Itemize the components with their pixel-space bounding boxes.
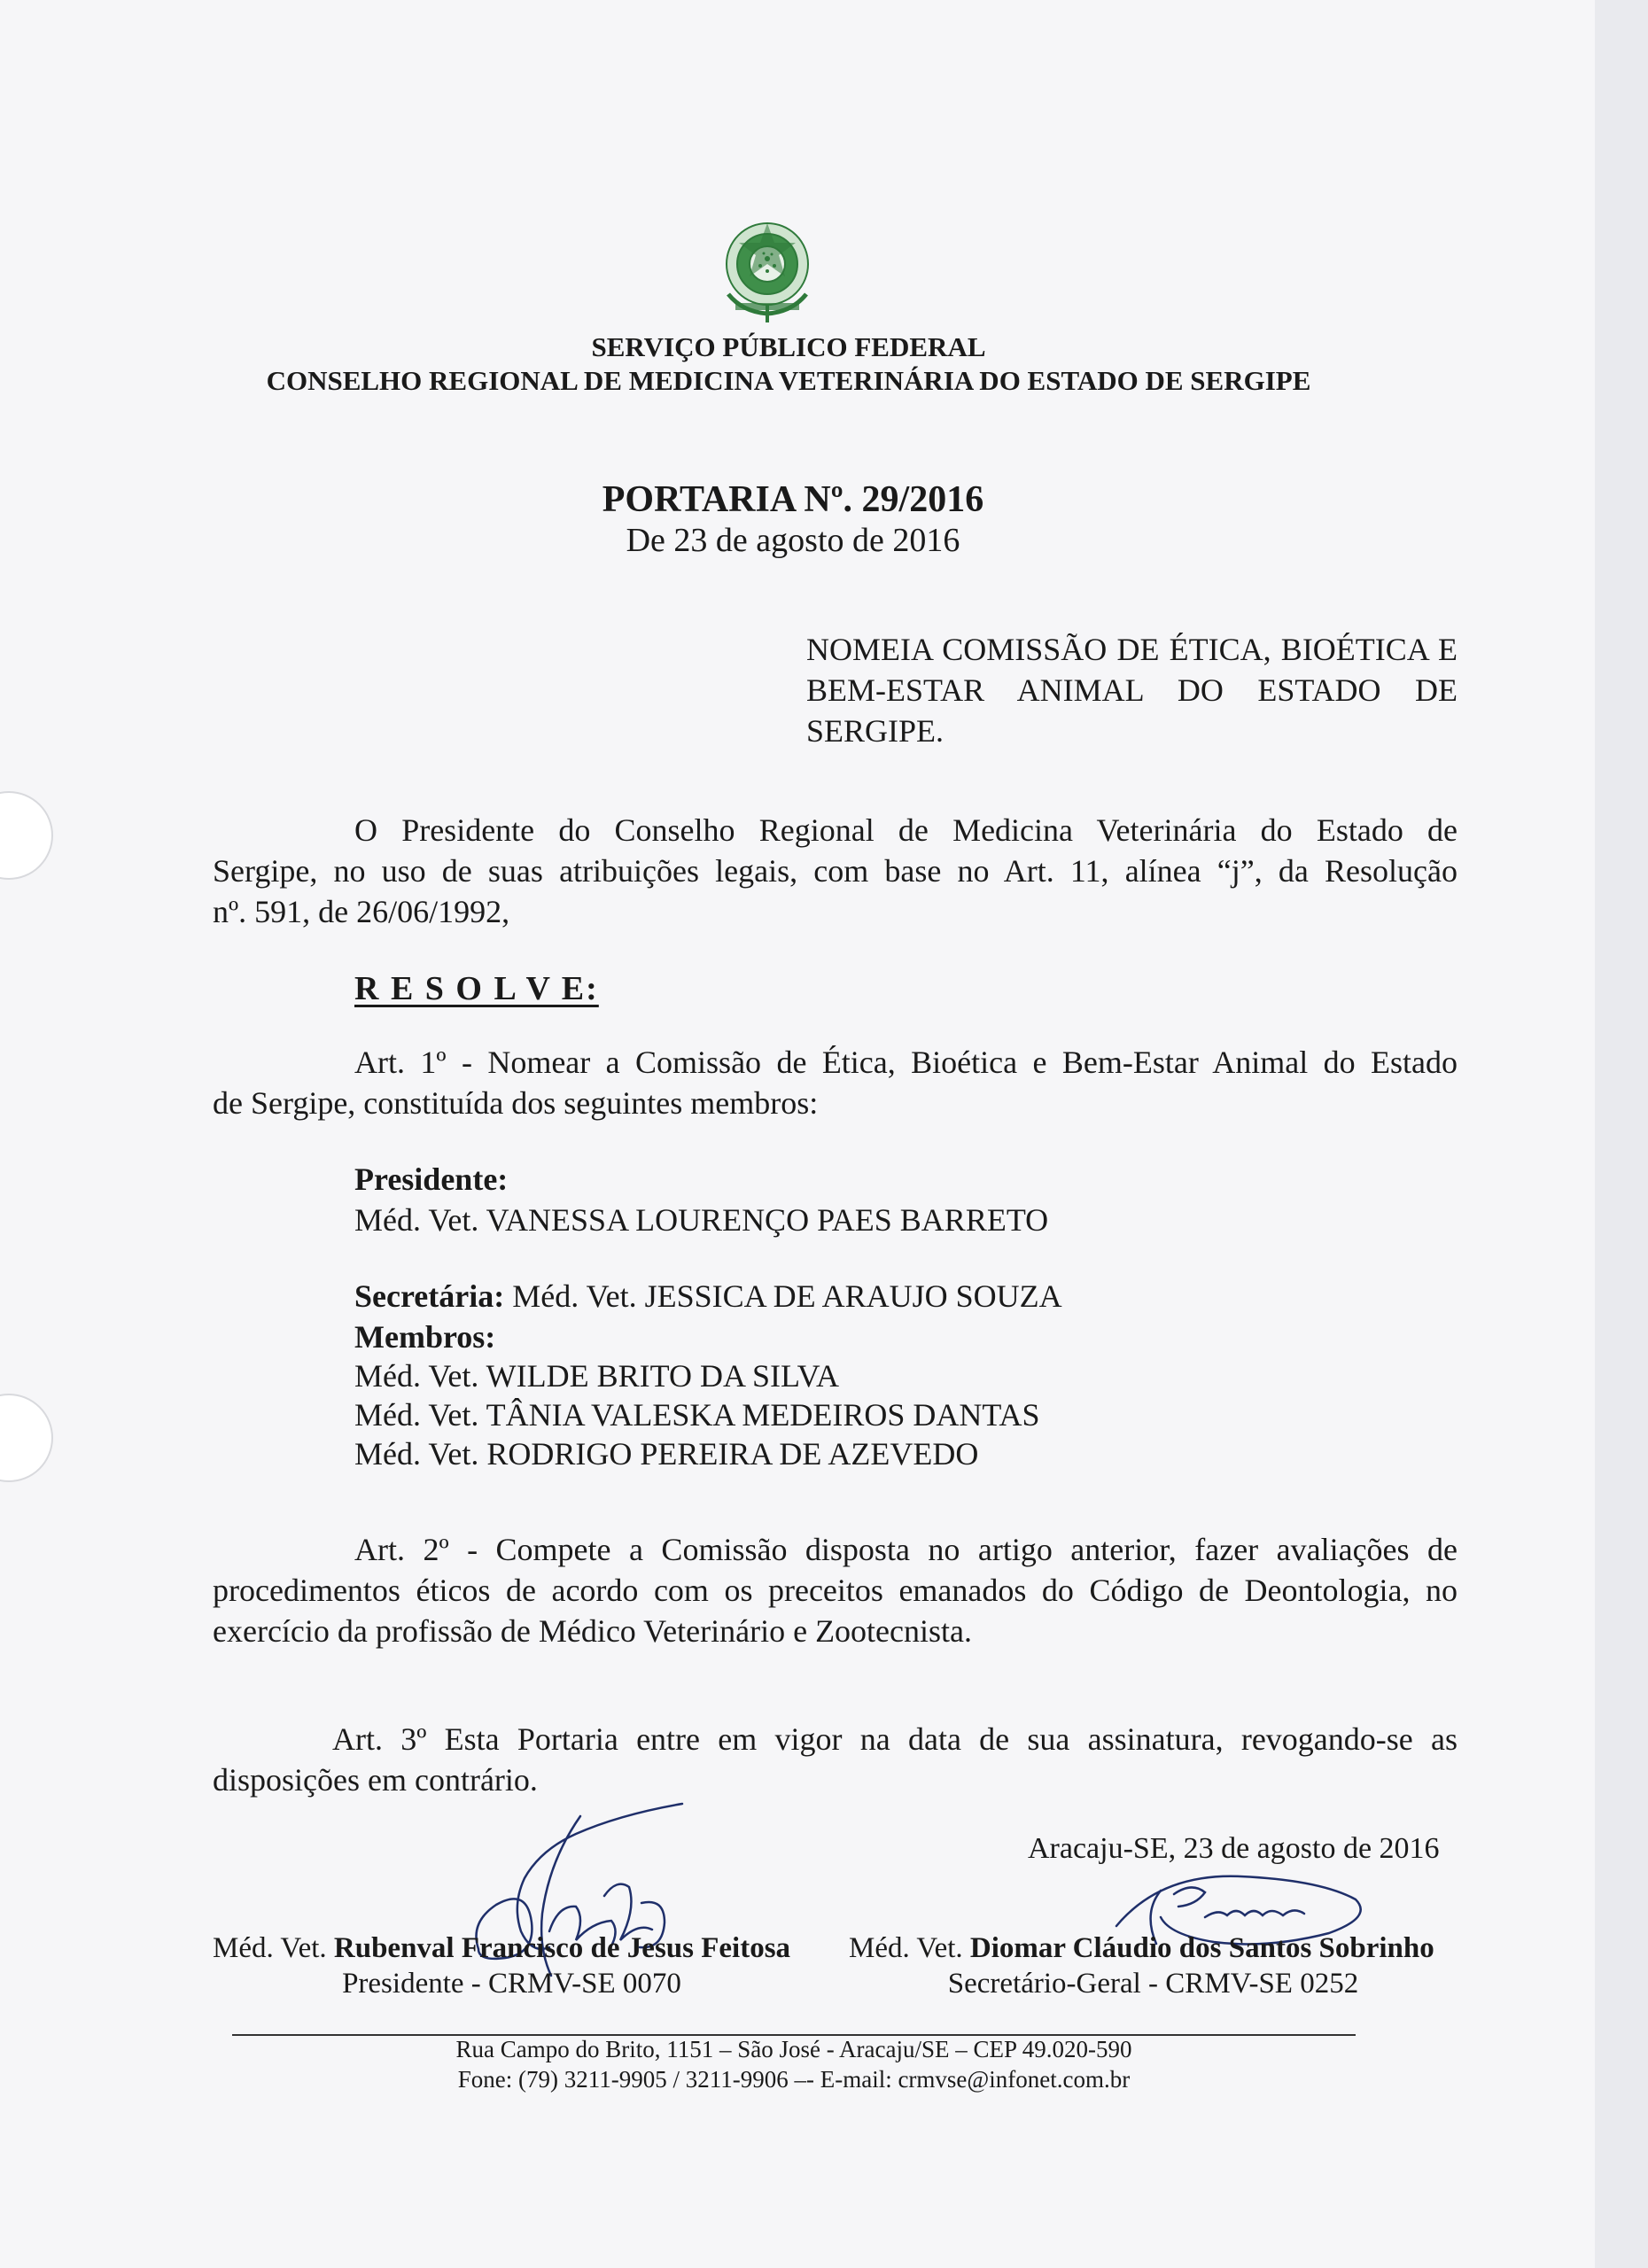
ementa-line: NOMEIA COMISSÃO DE ÉTICA, BIOÉTICA E bbox=[806, 632, 1458, 667]
punch-hole-bottom bbox=[0, 1394, 53, 1482]
scan-right-margin bbox=[1595, 0, 1648, 2268]
member-name: Méd. Vet. WILDE BRITO DA SILVA bbox=[354, 1358, 840, 1394]
article-3-line: Art. 3º Esta Portaria entre em vigor na data de sua assinatura, revogando-se as bbox=[332, 1721, 1458, 1757]
preamble-line: Sergipe, no uso de suas atribuições legais, com base no Art. 11, alínea “j”, da Resolução bbox=[213, 853, 1458, 889]
secretary-row bbox=[354, 1276, 1062, 1317]
secretary-name: Méd. Vet. JESSICA DE ARAUJO SOUZA bbox=[504, 1278, 1062, 1314]
signatory-right-name: Diomar Cláudio dos Santos Sobrinho bbox=[969, 1932, 1434, 1964]
signatory-left-prefix: Méd. Vet. bbox=[213, 1932, 334, 1964]
ementa-line: SERGIPE. bbox=[806, 713, 944, 749]
preamble-line: O Presidente do Conselho Regional de Medicina Veterinária do Estado de bbox=[354, 812, 1458, 848]
signatory-right-name-row bbox=[849, 1930, 1434, 1967]
place-date: Aracaju-SE, 23 de agosto de 2016 bbox=[1028, 1832, 1440, 1865]
article-3-line: disposições em contrário. bbox=[213, 1762, 538, 1798]
brazil-coat-of-arms-emblem bbox=[716, 213, 819, 326]
header-service-line: SERVIÇO PÚBLICO FEDERAL bbox=[591, 331, 986, 362]
article-2-line: Art. 2º - Compete a Comissão disposta no artigo anterior, fazer avaliações de bbox=[354, 1532, 1458, 1567]
signatory-left-name: Rubenval Francisco de Jesus Feitosa bbox=[333, 1932, 791, 1964]
signatory-right-prefix: Méd. Vet. bbox=[849, 1932, 970, 1964]
footer-contact: Fone: (79) 3211-9905 / 3211-9906 –- E-mail: crmvse@infonet.com.br bbox=[457, 2066, 1131, 2093]
signatory-left-role: Presidente - CRMV-SE 0070 bbox=[342, 1968, 681, 2000]
member-name: Méd. Vet. RODRIGO PEREIRA DE AZEVEDO bbox=[354, 1436, 979, 1472]
article-2-line: procedimentos éticos de acordo com os preceitos emanados do Código de Deontologia, no bbox=[213, 1573, 1458, 1608]
resolve-heading: R E S O L V E: bbox=[354, 970, 599, 1007]
signatory-right-role: Secretário-Geral - CRMV-SE 0252 bbox=[947, 1968, 1359, 2000]
president-label: Presidente: bbox=[354, 1161, 509, 1197]
signatory-left-name-row bbox=[213, 1930, 790, 1967]
preamble-line: nº. 591, de 26/06/1992, bbox=[213, 894, 510, 929]
article-1-line: de Sergipe, constituída dos seguintes membros: bbox=[213, 1085, 819, 1121]
document-title: PORTARIA Nº. 29/2016 bbox=[602, 479, 984, 520]
document-date: De 23 de agosto de 2016 bbox=[626, 522, 960, 559]
punch-hole-top bbox=[0, 791, 53, 880]
member-name: Méd. Vet. TÂNIA VALESKA MEDEIROS DANTAS bbox=[354, 1397, 1040, 1433]
article-2-line: exercício da profissão de Médico Veterinário e Zootecnista. bbox=[213, 1613, 973, 1649]
secretary-label: Secretária: bbox=[354, 1278, 505, 1314]
members-label: Membros: bbox=[354, 1319, 496, 1355]
footer-address: Rua Campo do Brito, 1151 – São José - Aracaju/SE – CEP 49.020-590 bbox=[455, 2036, 1132, 2062]
president-name: Méd. Vet. VANESSA LOURENÇO PAES BARRETO bbox=[354, 1202, 1049, 1238]
header-council-line: CONSELHO REGIONAL DE MEDICINA VETERINÁRIA DO ESTADO DE SERGIPE bbox=[266, 365, 1311, 396]
article-1-line: Art. 1º - Nomear a Comissão de Ética, Bioética e Bem-Estar Animal do Estado bbox=[354, 1045, 1458, 1080]
ementa-line: BEM-ESTAR ANIMAL DO ESTADO DE bbox=[806, 672, 1458, 708]
